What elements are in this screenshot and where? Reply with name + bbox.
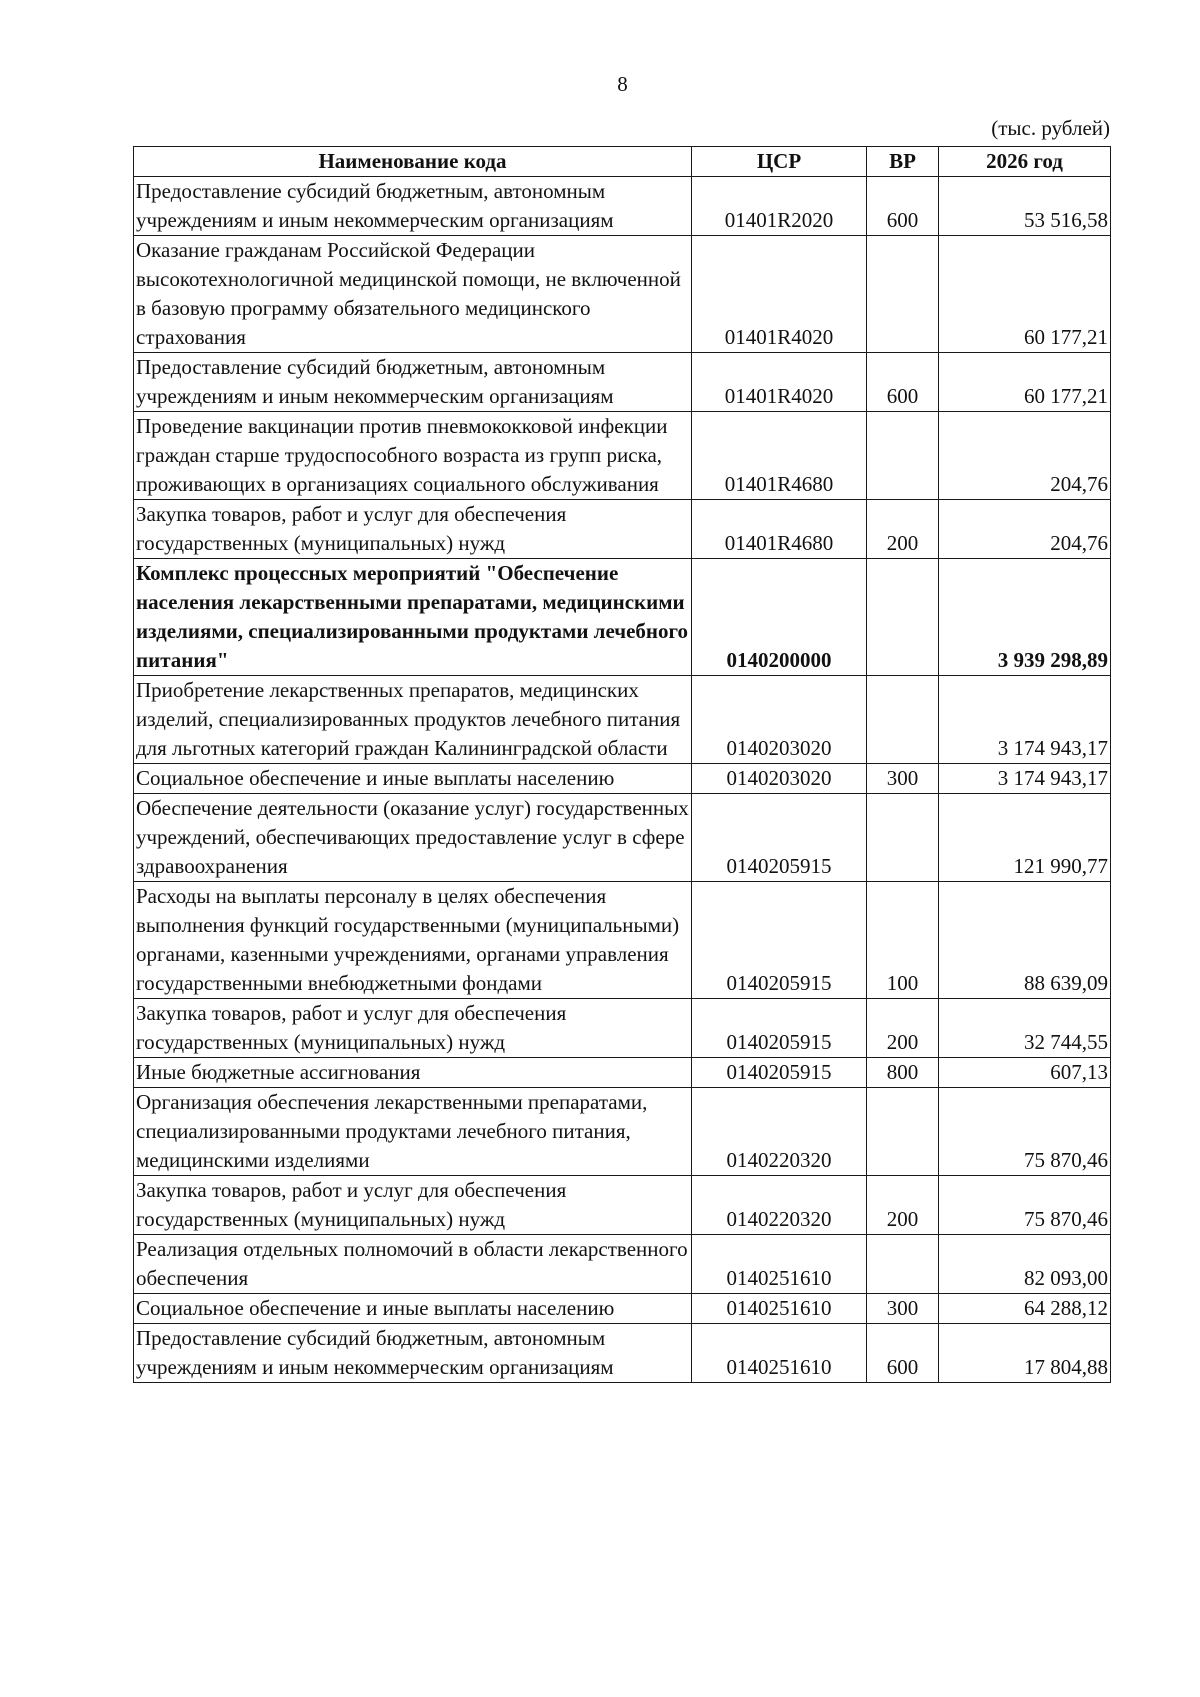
row-vr-cell: 600 [867, 353, 939, 412]
row-amount-cell: 75 870,46 [939, 1176, 1111, 1235]
row-name-cell: Приобретение лекарственных препаратов, медицинских изделий, специализированных продуктов лечебного питания для льготных категорий граждан Калининградской области [134, 676, 692, 764]
row-vr-cell [867, 559, 939, 676]
row-vr-cell [867, 236, 939, 353]
row-csr-cell: 0140200000 [692, 559, 867, 676]
row-vr-cell: 200 [867, 999, 939, 1058]
row-vr-cell: 600 [867, 177, 939, 236]
table-header-row [134, 147, 1111, 177]
row-csr-cell: 0140205915 [692, 999, 867, 1058]
row-csr-cell: 0140205915 [692, 882, 867, 999]
row-amount-cell: 60 177,21 [939, 236, 1111, 353]
row-vr-cell: 200 [867, 1176, 939, 1235]
row-amount-cell: 53 516,58 [939, 177, 1111, 236]
row-vr-cell: 200 [867, 500, 939, 559]
row-csr-cell: 01401R4680 [692, 412, 867, 500]
header-vr: ВР [867, 147, 939, 177]
table-row [134, 177, 1111, 236]
row-amount-cell: 607,13 [939, 1058, 1111, 1088]
units-label: (тыс. рублей) [991, 116, 1110, 140]
row-name-cell: Социальное обеспечение и иные выплаты населению [134, 764, 692, 794]
row-amount-cell: 64 288,12 [939, 1294, 1111, 1324]
row-vr-cell: 600 [867, 1324, 939, 1383]
row-amount-cell: 204,76 [939, 500, 1111, 559]
row-vr-cell [867, 676, 939, 764]
row-name-cell: Предоставление субсидий бюджетным, автономным учреждениям и иным некоммерческим организациям [134, 1324, 692, 1383]
row-amount-cell: 32 744,55 [939, 999, 1111, 1058]
row-csr-cell: 0140251610 [692, 1235, 867, 1294]
table-row [134, 500, 1111, 559]
row-csr-cell: 0140220320 [692, 1088, 867, 1176]
table-row [134, 1088, 1111, 1176]
header-csr: ЦСР [692, 147, 867, 177]
row-vr-cell: 100 [867, 882, 939, 999]
row-name-cell: Иные бюджетные ассигнования [134, 1058, 692, 1088]
table-row [134, 236, 1111, 353]
row-name-cell: Закупка товаров, работ и услуг для обеспечения государственных (муниципальных) нужд [134, 500, 692, 559]
table-row [134, 1176, 1111, 1235]
table-row [134, 882, 1111, 999]
row-csr-cell: 0140220320 [692, 1176, 867, 1235]
row-vr-cell: 800 [867, 1058, 939, 1088]
row-csr-cell: 0140205915 [692, 1058, 867, 1088]
row-name-cell: Предоставление субсидий бюджетным, автономным учреждениям и иным некоммерческим организациям [134, 353, 692, 412]
row-vr-cell [867, 1088, 939, 1176]
row-amount-cell: 3 174 943,17 [939, 676, 1111, 764]
table-row [134, 1058, 1111, 1088]
row-csr-cell: 0140205915 [692, 794, 867, 882]
row-amount-cell: 82 093,00 [939, 1235, 1111, 1294]
row-vr-cell: 300 [867, 1294, 939, 1324]
header-year: 2026 год [939, 147, 1111, 177]
table-row [134, 412, 1111, 500]
row-csr-cell: 01401R2020 [692, 177, 867, 236]
row-csr-cell: 0140251610 [692, 1294, 867, 1324]
row-name-cell: Проведение вакцинации против пневмококковой инфекции граждан старше трудоспособного возраста из групп риска, проживающих в организациях социального обслуживания [134, 412, 692, 500]
row-csr-cell: 01401R4680 [692, 500, 867, 559]
row-csr-cell: 01401R4020 [692, 353, 867, 412]
table-row [134, 353, 1111, 412]
row-csr-cell: 0140203020 [692, 764, 867, 794]
table-row [134, 1235, 1111, 1294]
table-row [134, 559, 1111, 676]
row-name-cell: Предоставление субсидий бюджетным, автономным учреждениям и иным некоммерческим организациям [134, 177, 692, 236]
budget-table [133, 146, 1111, 1383]
table-row [134, 794, 1111, 882]
row-name-cell: Оказание гражданам Российской Федерации высокотехнологичной медицинской помощи, не включенной в базовую программу обязательного медицинского страхования [134, 236, 692, 353]
row-amount-cell: 60 177,21 [939, 353, 1111, 412]
table-row [134, 1294, 1111, 1324]
row-csr-cell: 0140203020 [692, 676, 867, 764]
row-name-cell: Комплекс процессных мероприятий "Обеспечение населения лекарственными препаратами, медицинскими изделиями, специализированными продуктами лечебного питания" [134, 559, 692, 676]
row-amount-cell: 121 990,77 [939, 794, 1111, 882]
row-csr-cell: 01401R4020 [692, 236, 867, 353]
row-amount-cell: 75 870,46 [939, 1088, 1111, 1176]
row-csr-cell: 0140251610 [692, 1324, 867, 1383]
table-row [134, 999, 1111, 1058]
row-vr-cell [867, 412, 939, 500]
table-row [134, 764, 1111, 794]
row-name-cell: Социальное обеспечение и иные выплаты населению [134, 1294, 692, 1324]
row-name-cell: Закупка товаров, работ и услуг для обеспечения государственных (муниципальных) нужд [134, 1176, 692, 1235]
row-vr-cell [867, 1235, 939, 1294]
row-amount-cell: 204,76 [939, 412, 1111, 500]
page-number: 8 [617, 72, 628, 96]
table-row [134, 1324, 1111, 1383]
row-vr-cell: 300 [867, 764, 939, 794]
row-vr-cell [867, 794, 939, 882]
row-name-cell: Закупка товаров, работ и услуг для обеспечения государственных (муниципальных) нужд [134, 999, 692, 1058]
table-row [134, 676, 1111, 764]
row-name-cell: Организация обеспечения лекарственными препаратами, специализированными продуктами лечебного питания, медицинскими изделиями [134, 1088, 692, 1176]
row-name-cell: Расходы на выплаты персоналу в целях обеспечения выполнения функций государственными (муниципальными) органами, казенными учреждениями, органами управления государственными внебюджетными фондами [134, 882, 692, 999]
table-body [134, 177, 1111, 1383]
row-amount-cell: 17 804,88 [939, 1324, 1111, 1383]
row-name-cell: Обеспечение деятельности (оказание услуг) государственных учреждений, обеспечивающих предоставление услуг в сфере здравоохранения [134, 794, 692, 882]
row-amount-cell: 88 639,09 [939, 882, 1111, 999]
row-name-cell: Реализация отдельных полномочий в области лекарственного обеспечения [134, 1235, 692, 1294]
header-name: Наименование кода [134, 147, 692, 177]
row-amount-cell: 3 939 298,89 [939, 559, 1111, 676]
row-amount-cell: 3 174 943,17 [939, 764, 1111, 794]
